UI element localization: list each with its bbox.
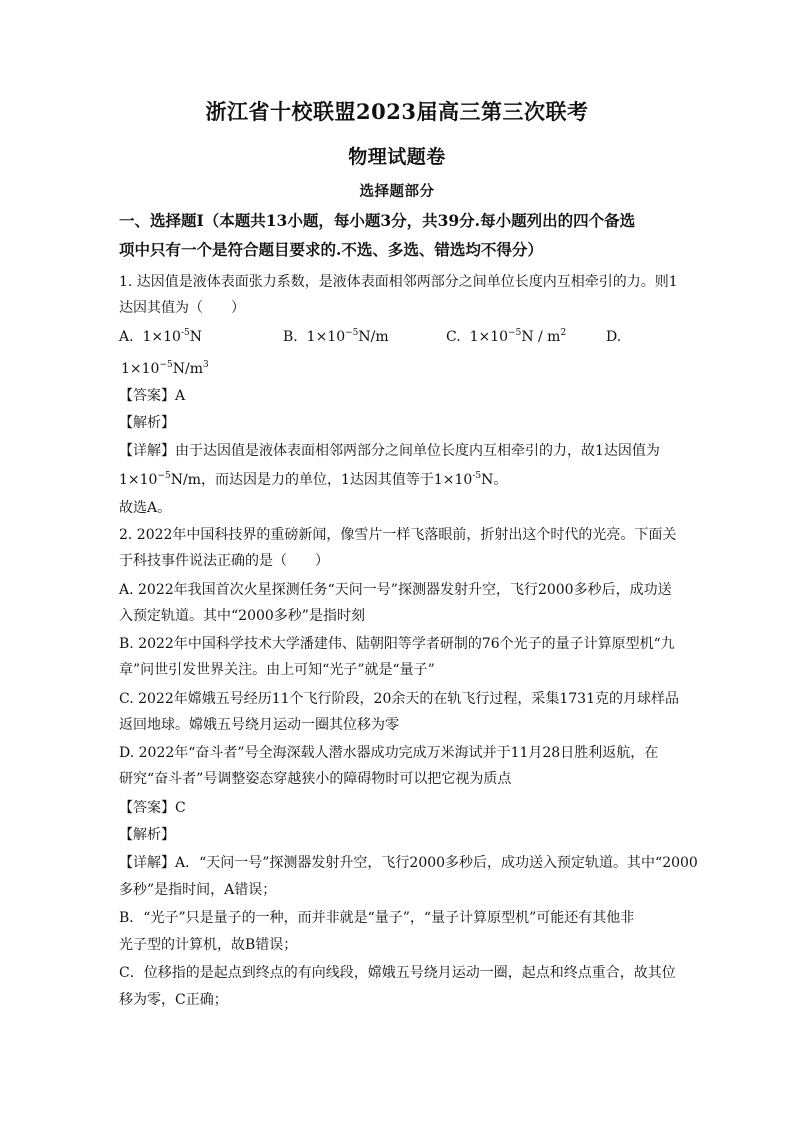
q2-stem-line2: 于科技事件说法正确的是（ ） [119, 553, 329, 569]
q1-option-a: A. $1\times 10^{-5}N$ [119, 328, 202, 345]
q2-option-b-line1: B. 2022年中国科学技术大学潘建伟、陆朝阳等学者研制的76个光子的量子计算原型机“九 [119, 636, 675, 652]
q1-option-d: $1\times 10^{-5}N/m^3$ [121, 360, 209, 377]
q2-detail-line2: 多秒”是指时间，A错误； [119, 882, 277, 898]
q1-option-c: C. $1\times 10^{-5}N / m^2$ [446, 328, 567, 345]
q1-answer: 【答案】A [119, 388, 186, 404]
q2-detail-line6: 移为零，C正确； [119, 992, 228, 1008]
q2-option-c-line1: C. 2022年嫦娥五号经历11个飞行阶段，20余天的在轨飞行过程，采集1731克的月球样品 [119, 691, 679, 707]
q2-detail-line1: 【详解】A．“天问一号”探测器发射升空，飞行2000多秒后，成功送入预定轨道。其中“2000 [119, 855, 698, 871]
q2-detail-line5: C．位移指的是起点到终点的有向线段，嫦娥五号绕月运动一圈，起点和终点重合，故其位 [119, 965, 676, 981]
q2-detail-line3: B．“光子”只是量子的一种，而并非就是“量子”，“量子计算原型机”可能还有其他非 [119, 910, 635, 926]
q2-option-c-line2: 返回地球。嫦娥五号绕月运动一圈其位移为零 [119, 717, 399, 733]
q1-option-b: B. $1\times 10^{-5}N/m$ [283, 328, 389, 345]
exam-title: 浙江省十校联盟2023届高三第三次联考 [205, 99, 589, 124]
q1-stem-line1: 1. 达因值是液体表面张力系数，是液体表面相邻两部分之间单位长度内互相牵引的力。则1 [119, 274, 678, 290]
q1-analysis: 【解析】 [119, 415, 175, 431]
q2-stem-line1: 2. 2022年中国科技界的重磅新闻，像雪片一样飞落眼前，折射出这个时代的光亮。下面关 [119, 527, 677, 543]
part-heading: 选择题部分 [359, 183, 435, 200]
q1-conclusion: 故选A。 [119, 500, 172, 516]
q2-answer: 【答案】C [119, 800, 186, 816]
q1-option-d-label: D. [606, 329, 622, 345]
q1-detail-line1: 【详解】由于达因值是液体表面相邻两部分之间单位长度内互相牵引的力，故1达因值为 [119, 443, 660, 459]
exam-subtitle: 物理试题卷 [348, 146, 446, 168]
q1-stem-line2: 达因其值为（ ） [119, 300, 245, 316]
q2-option-d-line1: D. 2022年“奋斗者”号全海深载人潜水器成功完成万米海试并于11月28日胜利返航，在 [119, 745, 659, 761]
q2-option-d-line2: 研究“奋斗者”号调整姿态穿越狭小的障碍物时可以把它视为质点 [119, 771, 512, 787]
q2-analysis: 【解析】 [119, 827, 175, 843]
q2-detail-line4: 光子型的计算机，故B错误； [119, 937, 298, 953]
q2-option-a-line2: 入预定轨道。其中“2000多秒”是指时刻 [119, 608, 365, 624]
q2-option-b-line2: 章”问世引发世界关注。由上可知“光子”就是“量子” [119, 662, 435, 678]
q1-detail-line2: $1\times 10^{-5}N/m$，而达因是力的单位，1达因其值等于$1\times 10^{-5}N$。 [119, 471, 508, 488]
section-heading-line1: 一、选择题Ⅰ（本题共13小题，每小题3分，共39分.每小题列出的四个备选 [119, 211, 636, 230]
section-heading-line2: 项中只有一个是符合题目要求的.不选、多选、错选均不得分） [119, 240, 543, 259]
q2-option-a-line1: A. 2022年我国首次火星探测任务“天问一号”探测器发射升空，飞行2000多秒后，成功送 [119, 582, 672, 598]
